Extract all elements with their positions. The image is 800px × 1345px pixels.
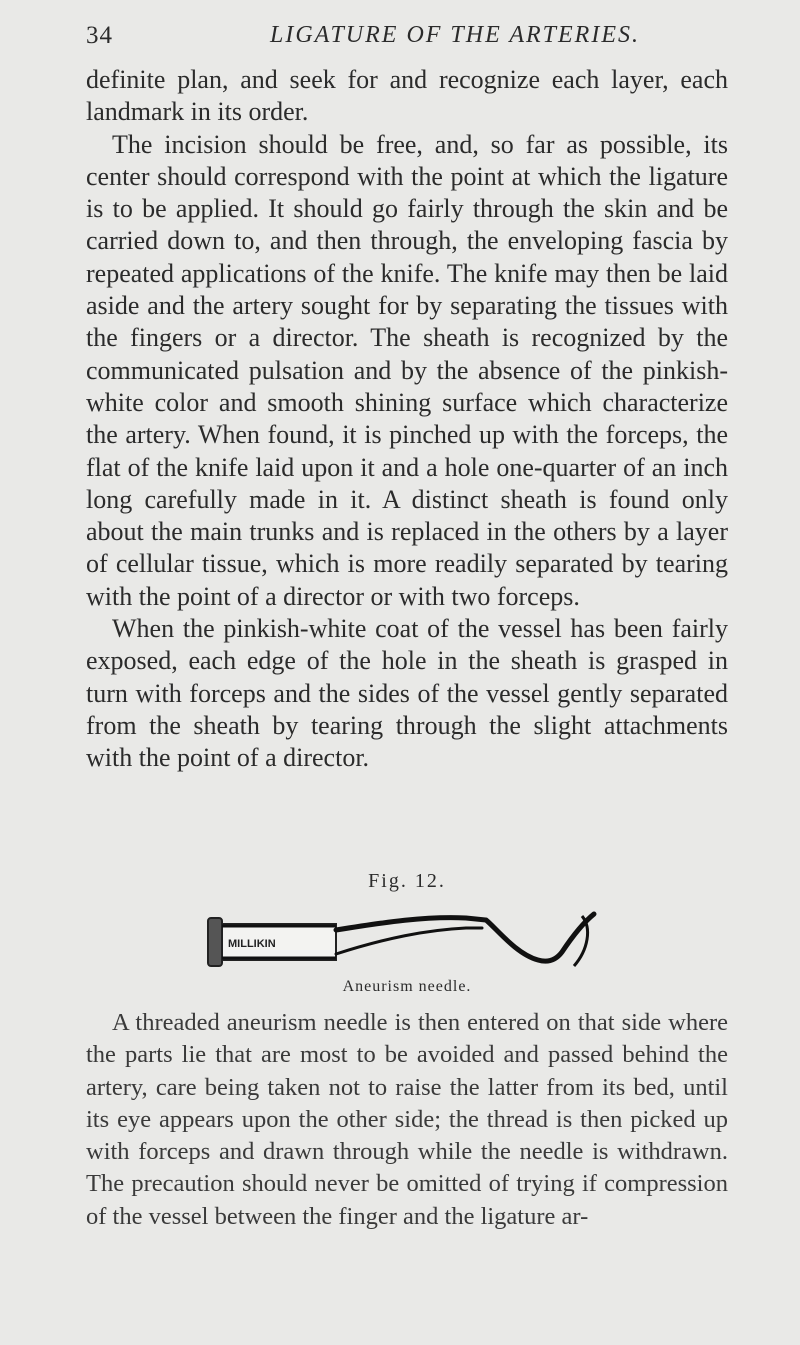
page-number: 34 [86,22,113,49]
running-head [86,22,726,56]
running-title: LIGATURE OF THE ARTERIES. [270,22,640,48]
paragraph: The incision should be free, and, so far as possible, its center should correspond with the point at which the ligature is to be applied. It should go fairly through the skin and be carried down to, and then through, the enveloping fascia by repeated applications of the knife. The knife may then be laid aside and the artery sought for by separating the tissues with the fingers or a director. The sheath is recognized by the communicated pulsation and by the absence of the pinkish-white color and smooth shining surface which characterize the artery. When found, it is pinched up with the forceps, the flat of the knife laid upon it and a hole one-quarter of an inch long carefully made in it. A distinct sheath is found only about the main trunks and is replaced in the others by a layer of cellular tissue, which is more readily separated by tearing with the point of a director or with two forceps. [86,129,728,611]
aneurism-needle-illustration [196,908,616,978]
figure-label: Fig. 12. [368,870,446,892]
body-text-continued [86,1007,728,1233]
paragraph: A threaded aneurism needle is then entered on that side where the parts lie that are most to be avoided and passed behind the artery, care being taken not to raise the latter from its bed, until its eye appears upon the other side; the thread is then picked up with forceps and drawn through while the needle is withdrawn. The precaution should never be omitted of trying if compression of the vessel between the finger and the ligature ar- [86,1009,728,1230]
body-text [86,64,728,775]
figure-caption: Aneurism needle. [342,978,472,995]
figure-aneurism-needle [86,870,728,1030]
paragraph: definite plan, and seek for and recognize each layer, each landmark in its order. [86,65,728,127]
needle-handle-text: MILLIKIN [228,938,276,950]
paragraph: When the pinkish-white coat of the vessel has been fairly exposed, each edge of the hole in the sheath is grasped in turn with forceps and the sides of the vessel gently separated from the sheath by tearing through the slight attachments with the point of a director. [86,614,728,773]
